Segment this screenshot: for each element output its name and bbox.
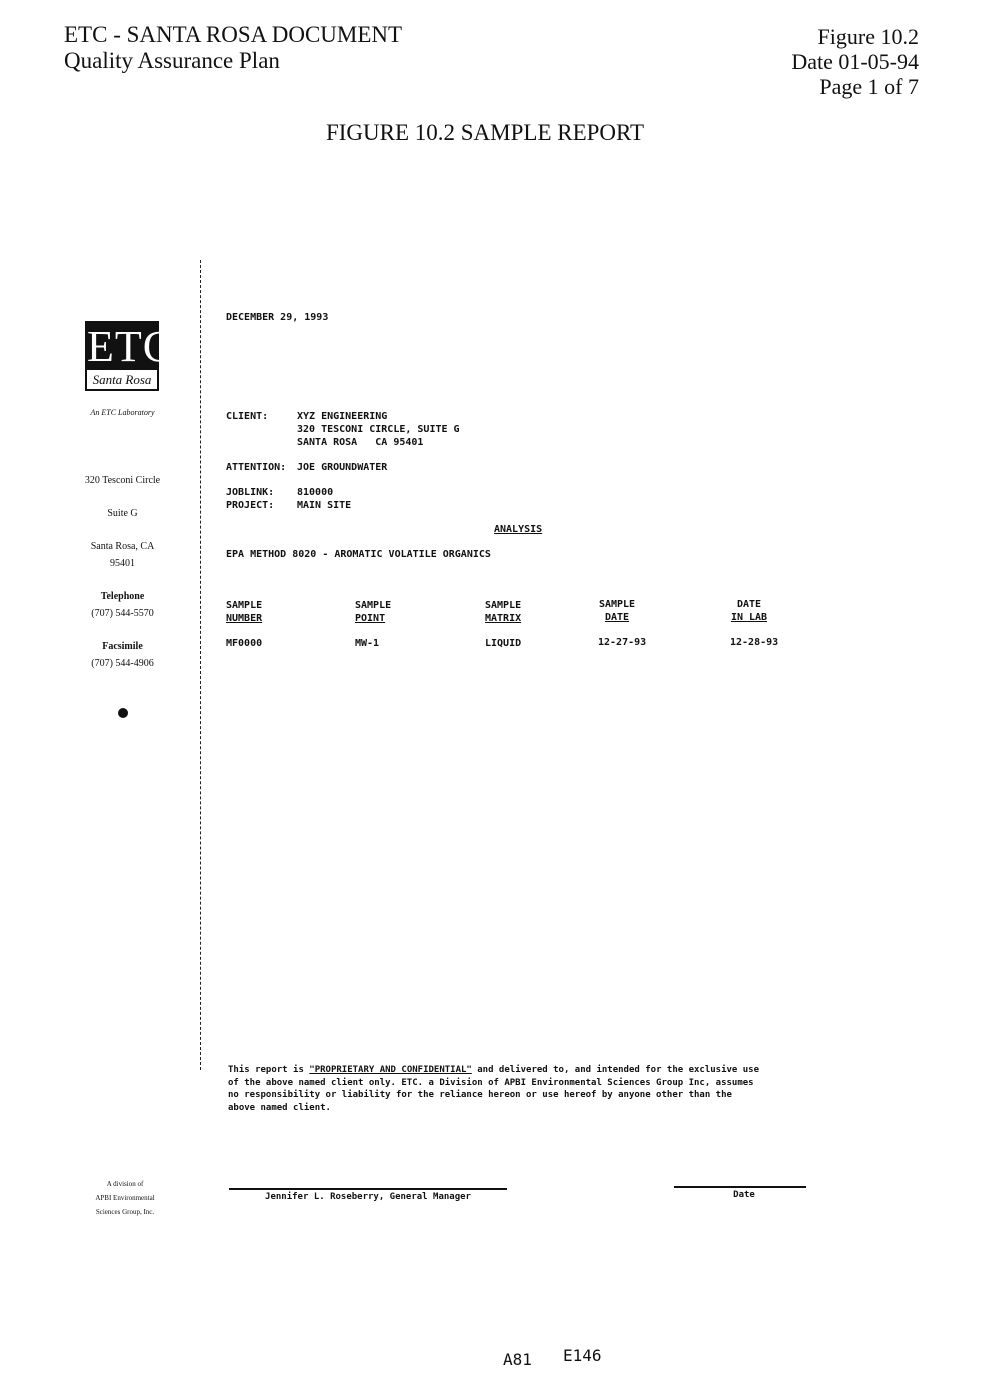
col-header-date-in-lab (729, 598, 769, 624)
tagline: An ETC Laboratory (90, 408, 155, 417)
col-header-line1: DATE (736, 599, 762, 610)
col-header-line2: IN LAB (730, 612, 768, 623)
col-header-line1: SAMPLE (355, 600, 392, 611)
disclaimer-prefix: This report is (228, 1065, 310, 1075)
client-address (297, 410, 460, 449)
col-header-line2: NUMBER (226, 613, 263, 624)
telephone-label: Telephone (100, 591, 145, 602)
cell-sample-date: 12-27-93 (598, 637, 647, 648)
signature-line (229, 1188, 507, 1190)
figure-title: FIGURE 10.2 SAMPLE REPORT (325, 120, 645, 145)
disclaimer-rest: and delivered to, and intended for the exclusive use (471, 1065, 760, 1075)
bullet-mark (118, 708, 128, 718)
document-header-right (791, 24, 919, 99)
division-line-1: A division of (106, 1180, 144, 1188)
attention-value: JOE GROUNDWATER (297, 462, 388, 473)
letterhead-address (60, 472, 185, 672)
address-zip: 95401 (110, 558, 135, 569)
client-name: XYZ ENGINEERING (297, 411, 388, 422)
cell-date-in-lab: 12-28-93 (730, 637, 779, 648)
etc-logo (85, 321, 174, 391)
col-header-line1: SAMPLE (226, 600, 263, 611)
project-label: PROJECT: (226, 500, 275, 511)
figure-number: Figure 10.2 (817, 24, 919, 49)
address-line-1: 320 Tesconi Circle (84, 475, 161, 486)
disclaimer (228, 1064, 759, 1114)
signatory-name: Jennifer L. Roseberry, General Manager (265, 1192, 471, 1202)
address-line-2: Suite G (107, 508, 138, 519)
col-header-line1: SAMPLE (598, 599, 636, 610)
col-header-line1: SAMPLE (485, 600, 522, 611)
report-date: DECEMBER 29, 1993 (226, 312, 329, 323)
division-line-2: APBI Environmental (95, 1194, 155, 1202)
fax-number: (707) 544-4906 (91, 658, 154, 669)
analysis-method: EPA METHOD 8020 - AROMATIC VOLATILE ORGANICS (226, 549, 491, 560)
cell-sample-matrix: LIQUID (485, 638, 522, 649)
page-indicator: Page 1 of 7 (819, 74, 919, 99)
col-header-line2: MATRIX (485, 613, 522, 624)
logo-subtext: Santa Rosa (92, 372, 152, 387)
fax-label: Facsimile (102, 641, 143, 652)
col-header-line2: POINT (355, 613, 386, 624)
date-signature-line (674, 1186, 806, 1188)
disclaimer-emphasis: "PROPRIETARY AND CONFIDENTIAL" (309, 1065, 472, 1075)
page-code-a: A81 (503, 1350, 532, 1369)
date-signature-label: Date (733, 1190, 755, 1200)
disclaimer-line-3: no responsibility or liability for the reliance hereon or use hereof by anyone other than the (228, 1090, 732, 1100)
col-header-sample-date (598, 598, 636, 624)
logo-text: ETC (87, 322, 174, 371)
col-header-sample-point (355, 599, 391, 625)
client-city: SANTA ROSA CA 95401 (297, 437, 424, 448)
col-header-sample-number (226, 599, 262, 625)
attention-label: ATTENTION: (226, 462, 287, 473)
division-line-3: Sciences Group, Inc. (95, 1208, 155, 1216)
disclaimer-line-1 (228, 1064, 759, 1077)
telephone-number: (707) 544-5570 (91, 608, 154, 619)
analysis-heading: ANALYSIS (494, 524, 543, 535)
joblink-label: JOBLINK: (226, 487, 275, 498)
cell-sample-point: MW-1 (355, 638, 380, 649)
col-header-sample-matrix (485, 599, 521, 625)
joblink-value: 810000 (297, 487, 334, 498)
document-subtitle: Quality Assurance Plan (64, 48, 280, 73)
header-date: Date 01-05-94 (791, 49, 919, 74)
project-value: MAIN SITE (297, 500, 352, 511)
client-label: CLIENT: (226, 411, 269, 422)
disclaimer-line-2: of the above named client only. ETC. a Division of APBI Environmental Sciences Group Inc, assumes (228, 1077, 754, 1088)
disclaimer-line-4: above named client. (228, 1102, 331, 1113)
address-city: Santa Rosa, CA (90, 541, 155, 552)
document-title: ETC - SANTA ROSA DOCUMENT (64, 22, 403, 47)
cell-sample-number: MF0000 (226, 638, 263, 649)
page-code-e: E146 (563, 1346, 602, 1365)
col-header-line2: DATE (604, 612, 630, 623)
client-street: 320 TESCONI CIRCLE, SUITE G (297, 424, 460, 435)
margin-rule (200, 260, 201, 1070)
division-note (70, 1177, 180, 1219)
document-header-left (64, 22, 402, 74)
